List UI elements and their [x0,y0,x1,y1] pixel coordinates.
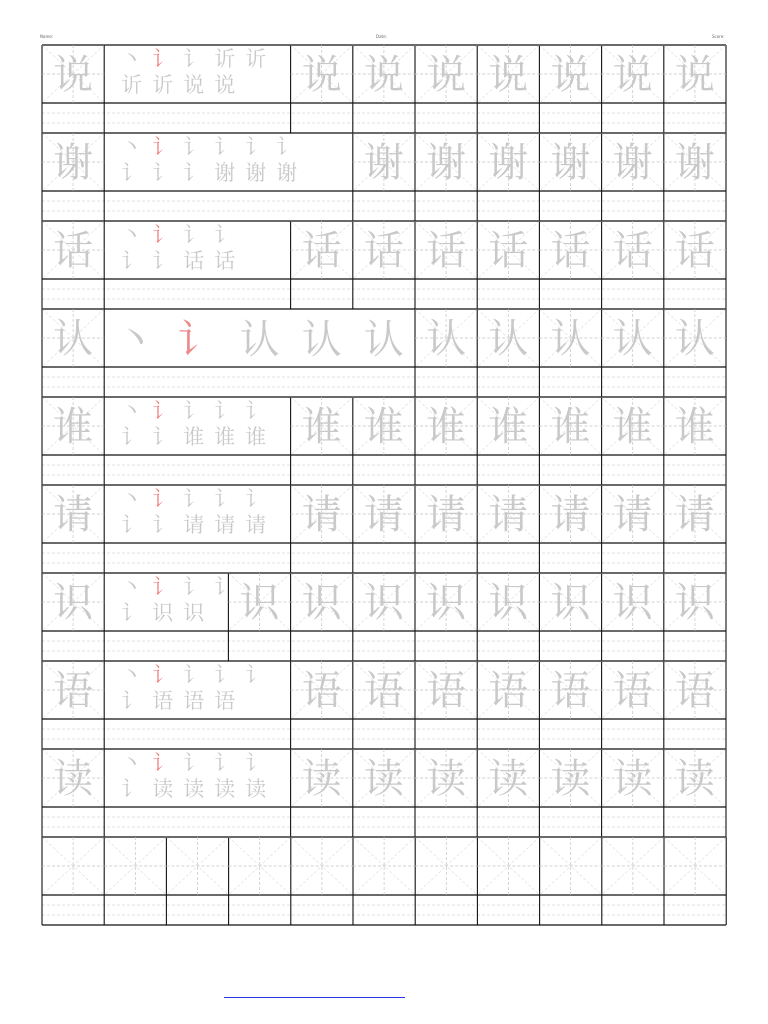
stroke-step: 语 [183,689,205,713]
name-label: Name: [40,34,54,39]
trace-char: 谢 [550,140,591,186]
stroke-step: 认 [363,317,404,363]
trace-char: 说 [674,52,715,98]
trace-char: 话 [426,228,467,274]
stroke-step: 䜣 [245,47,267,71]
stroke-step: 丶 [121,663,143,687]
date-label: Date: [376,34,387,39]
stroke-step: 讠 [152,399,174,423]
trace-char: 谢 [488,140,529,186]
stroke-step: 讠 [245,399,267,423]
trace-char: 语 [550,668,591,714]
model-char: 语 [53,668,94,714]
stroke-step: 讠 [183,399,205,423]
trace-char: 识 [239,580,280,626]
trace-char: 谁 [612,404,653,450]
stroke-step: 讠 [183,751,205,775]
model-char: 谢 [53,140,94,186]
stroke-step: 讠 [152,425,174,449]
trace-char: 读 [488,756,529,802]
trace-char: 识 [550,580,591,626]
trace-char: 读 [550,756,591,802]
stroke-step: 丶 [121,487,143,511]
stroke-step: 讠 [121,689,143,713]
stroke-step: 读 [245,777,267,801]
stroke-step: 识 [183,601,205,625]
stroke-step: 讠 [152,487,174,511]
trace-char: 认 [674,316,715,362]
trace-char: 识 [674,580,715,626]
stroke-step: 讠 [152,751,174,775]
stroke-step: 识 [152,601,174,625]
stroke-step: 讠 [214,135,236,159]
trace-char: 语 [426,668,467,714]
trace-char: 请 [363,492,404,538]
stroke-step: 讠 [214,751,236,775]
trace-char: 谢 [674,140,715,186]
stroke-step: 讠 [245,663,267,687]
stroke-step: 䜣 [121,73,143,97]
trace-char: 认 [488,316,529,362]
trace-char: 识 [488,580,529,626]
stroke-step: 讠 [214,223,236,247]
stroke-step: 认 [301,317,342,363]
trace-char: 读 [426,756,467,802]
model-char: 识 [53,580,94,626]
stroke-step: 讠 [214,663,236,687]
trace-char: 话 [612,228,653,274]
stroke-step: 讠 [152,161,174,185]
trace-char: 识 [301,580,342,626]
stroke-step: 讠 [183,135,205,159]
stroke-step: 读 [214,777,236,801]
model-char: 认 [53,316,94,362]
stroke-step: 讠 [245,751,267,775]
stroke-step: 讠 [121,513,143,537]
stroke-step: 语 [214,689,236,713]
model-char: 说 [53,52,94,98]
trace-char: 认 [612,316,653,362]
trace-char: 语 [612,668,653,714]
trace-char: 话 [488,228,529,274]
stroke-step: 讠 [183,161,205,185]
trace-char: 读 [301,756,342,802]
trace-char: 认 [426,316,467,362]
stroke-step: 读 [152,777,174,801]
footer-link[interactable] [224,997,405,998]
stroke-step: 谢 [214,161,236,185]
trace-char: 谢 [363,140,404,186]
stroke-step: 丶 [121,47,143,71]
trace-char: 语 [488,668,529,714]
stroke-step: 谢 [245,161,267,185]
stroke-step: 请 [183,513,205,537]
stroke-step: 丶 [121,223,143,247]
stroke-step: 丶 [121,575,143,599]
stroke-step: 话 [183,249,205,273]
stroke-step: 话 [214,249,236,273]
trace-char: 谁 [426,404,467,450]
stroke-step: 讠 [183,575,205,599]
stroke-step: 读 [183,777,205,801]
trace-char: 说 [488,52,529,98]
model-char: 读 [53,756,94,802]
trace-char: 读 [363,756,404,802]
stroke-step: 䜣 [214,47,236,71]
stroke-step: 说 [214,73,236,97]
trace-char: 语 [301,668,342,714]
trace-char: 说 [363,52,404,98]
stroke-step: 谁 [214,425,236,449]
stroke-step: 讠 [245,135,267,159]
trace-char: 请 [488,492,529,538]
stroke-step: 谁 [183,425,205,449]
trace-char: 话 [550,228,591,274]
stroke-step: 讠 [183,487,205,511]
stroke-step: 谢 [276,161,298,185]
stroke-step: 讠 [177,317,218,363]
trace-char: 谁 [674,404,715,450]
stroke-step: 丶 [121,399,143,423]
stroke-step: 讠 [245,487,267,511]
trace-char: 说 [301,52,342,98]
trace-char: 谁 [488,404,529,450]
stroke-step: 讠 [121,601,143,625]
trace-char: 识 [612,580,653,626]
model-char: 谁 [53,404,94,450]
trace-char: 识 [426,580,467,626]
trace-char: 谢 [612,140,653,186]
stroke-step: 讠 [121,161,143,185]
trace-char: 读 [674,756,715,802]
trace-char: 识 [363,580,404,626]
stroke-step: 请 [214,513,236,537]
stroke-step: 讠 [214,487,236,511]
model-char: 话 [53,228,94,274]
stroke-step: 讠 [276,135,298,159]
stroke-step: 讠 [183,663,205,687]
stroke-step: 讠 [121,249,143,273]
trace-char: 谁 [363,404,404,450]
trace-char: 话 [674,228,715,274]
model-char: 请 [53,492,94,538]
trace-char: 读 [612,756,653,802]
stroke-step: 讠 [183,223,205,247]
stroke-step: 䜣 [152,73,174,97]
trace-char: 谢 [426,140,467,186]
trace-char: 语 [363,668,404,714]
stroke-step: 说 [183,73,205,97]
stroke-step: 讠 [214,399,236,423]
stroke-step: 讠 [214,575,236,599]
trace-char: 请 [301,492,342,538]
stroke-step: 丶 [121,751,143,775]
trace-char: 话 [363,228,404,274]
stroke-step: 讠 [152,575,174,599]
stroke-step: 讠 [152,223,174,247]
trace-char: 说 [612,52,653,98]
stroke-step: 讠 [183,47,205,71]
trace-char: 请 [550,492,591,538]
trace-char: 请 [426,492,467,538]
stroke-step: 语 [152,689,174,713]
stroke-step: 认 [239,317,280,363]
stroke-step: 讠 [152,135,174,159]
trace-char: 谁 [550,404,591,450]
trace-char: 语 [674,668,715,714]
trace-char: 话 [301,228,342,274]
stroke-step: 讠 [152,249,174,273]
trace-char: 请 [674,492,715,538]
stroke-step: 讠 [152,513,174,537]
trace-char: 请 [612,492,653,538]
stroke-step: 讠 [152,663,174,687]
stroke-step: 丶 [115,317,156,363]
trace-char: 说 [550,52,591,98]
stroke-step: 谁 [245,425,267,449]
trace-char: 认 [550,316,591,362]
stroke-step: 讠 [121,777,143,801]
stroke-step: 请 [245,513,267,537]
score-label: Score: [712,34,725,39]
trace-char: 说 [426,52,467,98]
stroke-step: 讠 [152,47,174,71]
stroke-step: 讠 [121,425,143,449]
stroke-step: 丶 [121,135,143,159]
trace-char: 谁 [301,404,342,450]
